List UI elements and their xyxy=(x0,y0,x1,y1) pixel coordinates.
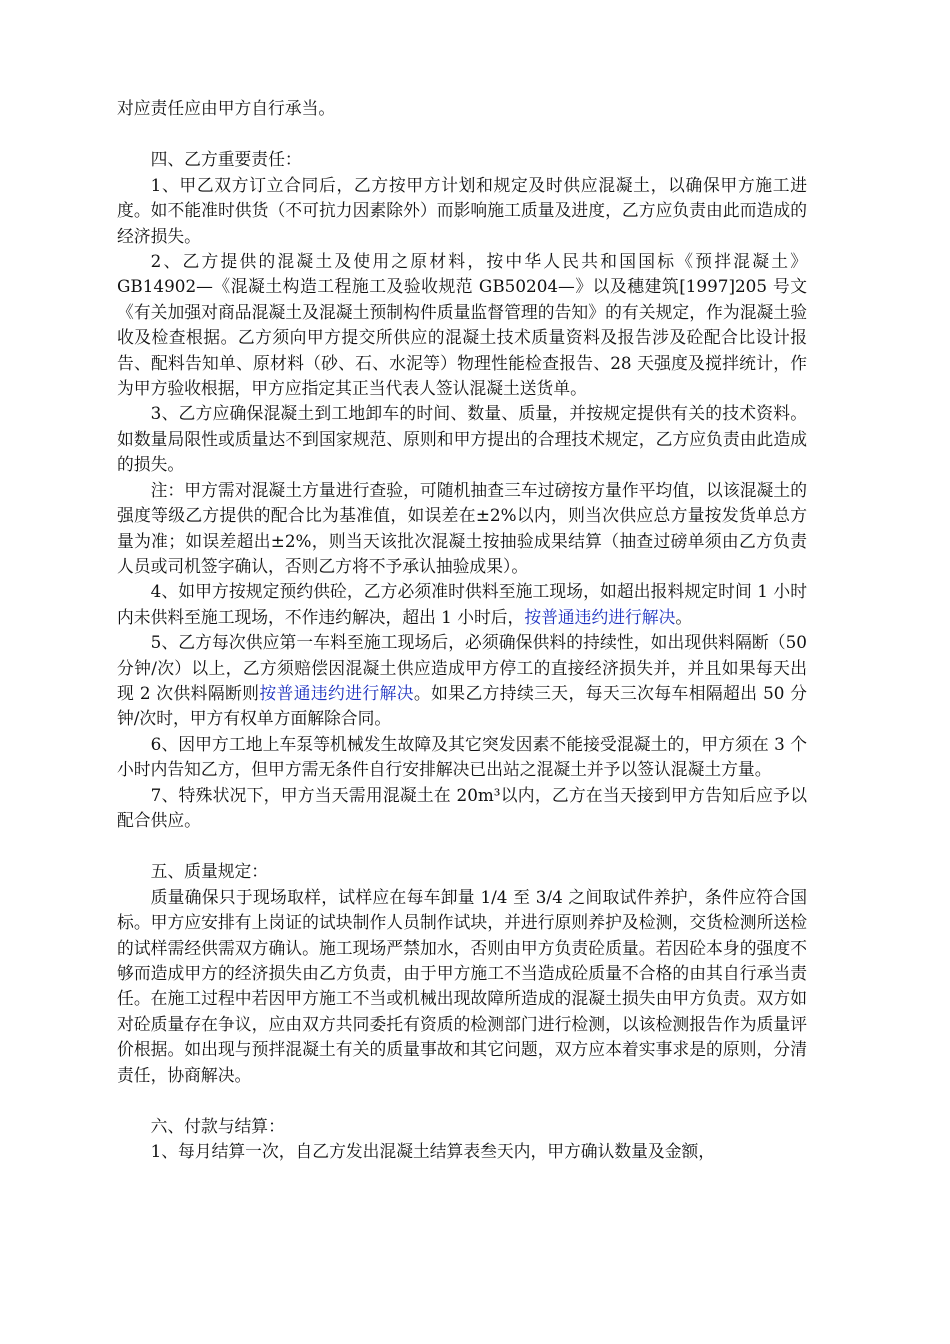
clause-4-note: 注：甲方需对混凝土方量进行查验，可随机抽查三车过磅按方量作平均值，以该混凝土的强度等级乙方提供的配合比为基准值，如误差在±2%以内，则当次供应总方量按发货单总方量为准；如误差超出±2%，则当天该批次混凝土按抽验成果结算（抽查过磅单须由乙方负责人员或司机签字确认，否则乙方将不予承认抽验成果）。 xyxy=(117,479,807,576)
breach-link-2[interactable]: 按普通违约进行解决 xyxy=(259,682,414,703)
clause-4-6: 6、因甲方工地上车泵等机械发生故障及其它突发因素不能接受混凝土的，甲方须在 3 个小时内告知乙方，但甲方需无条件自行安排解决已出站之混凝土并予以签认混凝土方量。 xyxy=(117,733,807,780)
clause-4-3: 3、乙方应确保混凝土到工地卸车的时间、数量、质量，并按规定提供有关的技术资料。如数量局限性或质量达不到国家规范、原则和甲方提出的合理技术规定，乙方应负责由此造成的损失。 xyxy=(117,403,807,475)
clause-4-4 xyxy=(117,579,807,630)
document-page xyxy=(117,96,807,1165)
clause-4-5-end: 。如果乙方持续三天，每天三次每车相隔超出 50 分钟/次时，甲方有权单方面解除合同。 xyxy=(117,682,807,729)
clause-5: 质量确保只于现场取样，试样应在每车卸量 1/4 至 3/4 之间取试件养护，条件应符合国标。甲方应安排有上岗证的试块制作人员制作试块，并进行原则养护及检测，交货检测所送检的试样需经供需双方确认。施工现场严禁加水，否则由甲方负责砼质量。若因砼本身的强度不够而造成甲方的经济损失由乙方负责，由于甲方施工不当造成砼质量不合格的由其自行承当责任。在施工过程中若因甲方施工不当或机械出现故障所造成的混凝土损失由甲方负责。双方如对砼质量存在争议，应由双方共同委托有资质的检测部门进行检测，以该检测报告作为质量评价根据。如出现与预拌混凝土有关的质量事故和其它问题，双方应本着实事求是的原则，分清责任，协商解决。 xyxy=(117,886,807,1085)
section-heading-4: 四、乙方重要责任： xyxy=(150,149,302,170)
clause-6-1: 1、每月结算一次，自乙方发出混凝土结算表叁天内，甲方确认数量及金额， xyxy=(150,1141,716,1162)
section-heading-5: 五、质量规定： xyxy=(150,861,269,882)
clause-4-4-text: 4、如甲方按规定预约供砼，乙方必须准时供料至施工现场，如超出报料规定时间 1 小时内未供料至施工现场，不作违约解决，超出 1 小时后， xyxy=(117,581,807,627)
clause-4-2: 2、乙方提供的混凝土及使用之原材料，按中华人民共和国国标《预拌混凝土》GB14902—《混凝土构造工程施工及验收规范 GB50204—》以及穗建筑[1997]205 号文《有关加强对商品混凝土及混凝土预制构件质量监督管理的告知》的有关规定，作为混凝土验收及检查根据。乙方须向甲方提交所供应的混凝土技术质量资料及报告涉及砼配合比设计报告、配料告知单、原材料（砂、石、水泥等）物理性能检查报告、28 天强度及搅拌统计，作为甲方验收根据，甲方应指定其正当代表人签认混凝土送货单。 xyxy=(117,251,807,399)
breach-link-1[interactable]: 按普通违约进行解决 xyxy=(524,606,676,627)
section-heading-6: 六、付款与结算： xyxy=(150,1116,285,1137)
clause-4-4-end: 。 xyxy=(675,606,693,627)
clause-4-5-text: 5、乙方每次供应第一车料至施工现场后，必须确保供料的持续性，如出现供料隔断（50 分钟/次）以上，乙方须赔偿因混凝土供应造成甲方停工的直接经济损失并，并且如果每天出现 2 次供料隔断则 xyxy=(117,632,807,703)
clause-4-1: 1、甲乙双方订立合同后，乙方按甲方计划和规定及时供应混凝土，以确保甲方施工进度。如不能准时供货（不可抗力因素除外）而影响施工质量及进度，乙方应负责由此而造成的经济损失。 xyxy=(117,174,807,246)
paragraph-continued: 对应责任应由甲方自行承当。 xyxy=(117,98,336,118)
clause-4-5 xyxy=(117,630,807,732)
clause-4-7: 7、特殊状况下，甲方当天需用混凝土在 20m³以内，乙方在当天接到甲方告知后应予以配合供应。 xyxy=(117,784,807,830)
